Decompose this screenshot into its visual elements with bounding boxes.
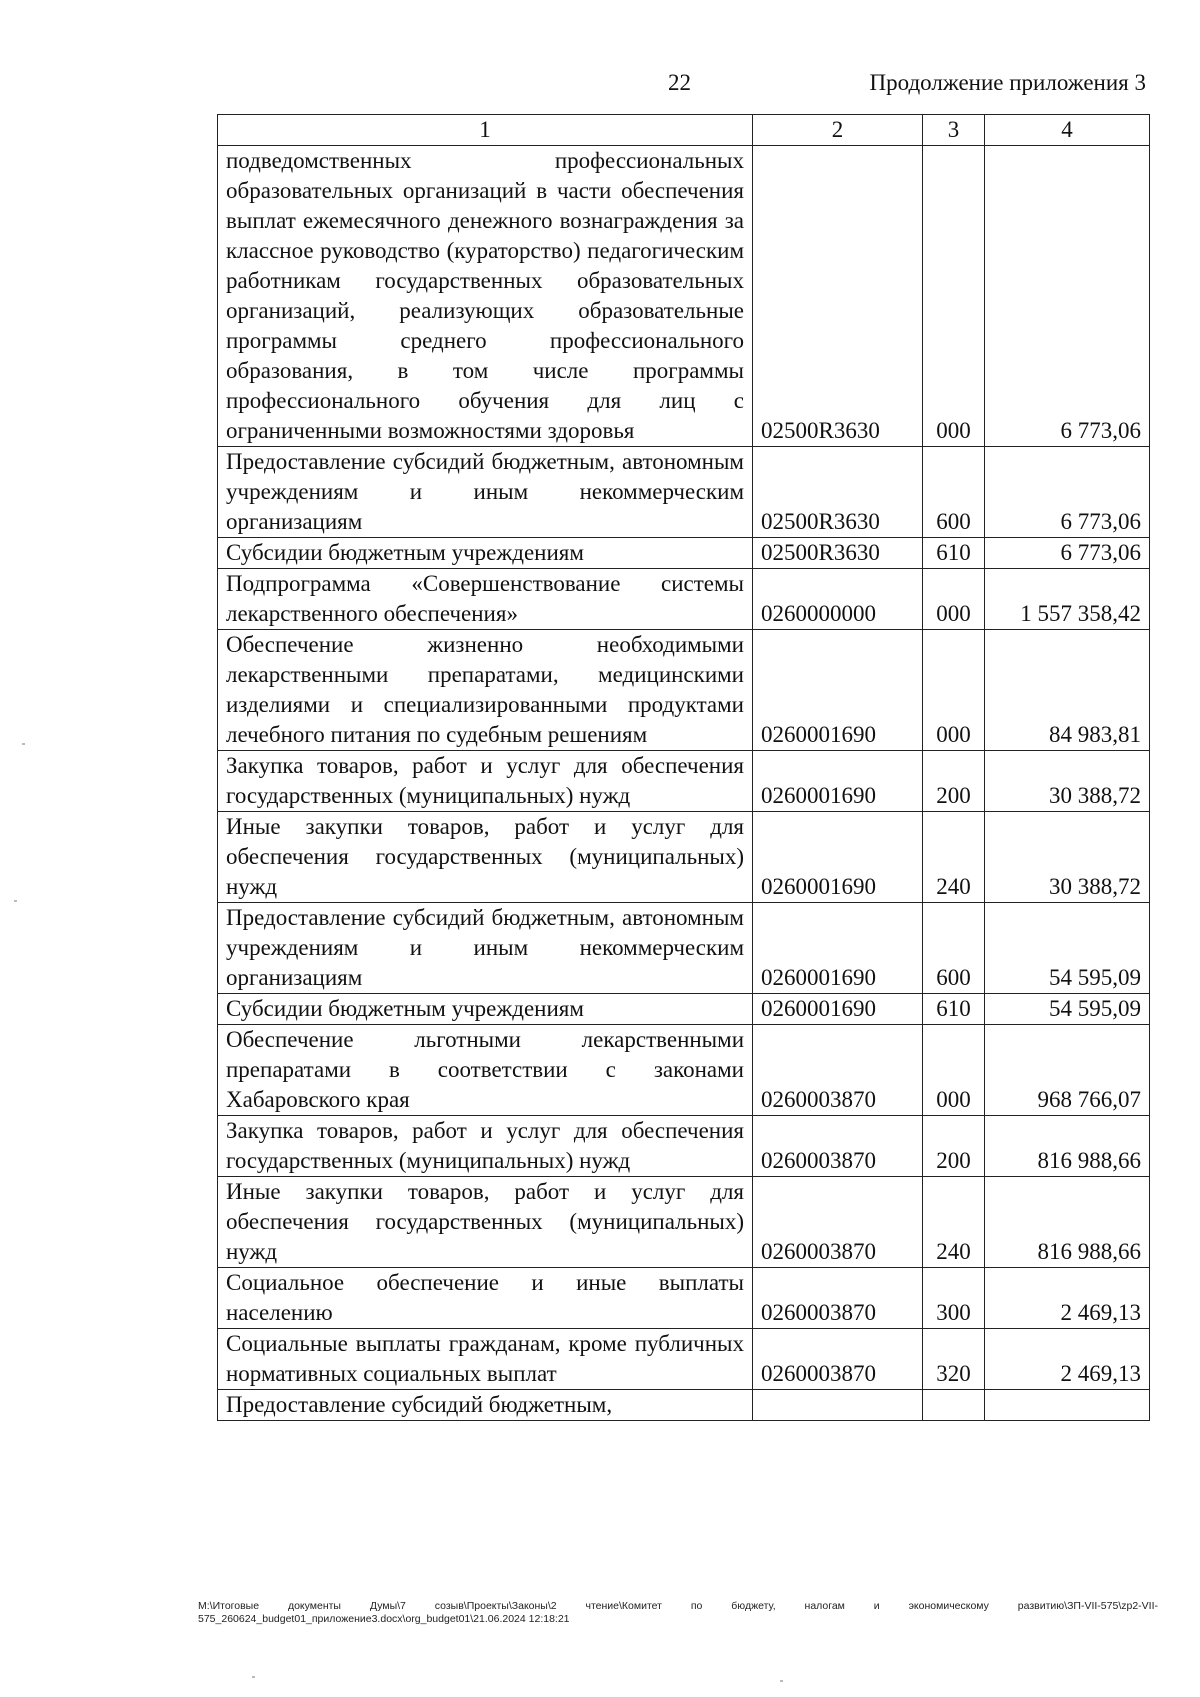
- row-code-cell: 0260001690: [753, 751, 923, 812]
- row-name-cell: Иные закупки товаров, работ и услуг для обеспечения государственных (муниципальных) нужд: [218, 812, 753, 903]
- row-amount-cell: 30 388,72: [985, 812, 1150, 903]
- row-amount-cell: 816 988,66: [985, 1116, 1150, 1177]
- page-number: 22: [668, 70, 691, 95]
- row-code-cell: 0260001690: [753, 630, 923, 751]
- column-header: 1: [218, 115, 753, 146]
- continuation-caption: Продолжение приложения 3: [869, 70, 1146, 95]
- row-amount-cell: 6 773,06: [985, 146, 1150, 447]
- row-code-cell: 0260003870: [753, 1116, 923, 1177]
- row-name-cell: Предоставление субсидий бюджетным, автономным учреждениям и иным некоммерческим организациям: [218, 903, 753, 994]
- row-code-cell: 0260001690: [753, 903, 923, 994]
- row-name-cell: Закупка товаров, работ и услуг для обеспечения государственных (муниципальных) нужд: [218, 1116, 753, 1177]
- row-code-cell: 0260001690: [753, 812, 923, 903]
- table-row: [218, 1390, 1150, 1421]
- row-kind-cell: 600: [923, 447, 985, 538]
- row-kind-cell: 000: [923, 146, 985, 447]
- file-path-footer: M:\Итоговые документы Думы\7 созыв\Проекты\Законы\2 чтение\Комитет по бюджету, налогам и экономическому развитию\ЗП-VII-575\zp2-VII-575_260624_budget01_приложение3.docx\org_budget01\21.06.2024 12:18:21: [198, 1600, 1158, 1625]
- row-name-cell: Субсидии бюджетным учреждениям: [218, 538, 753, 569]
- table-row: [218, 1116, 1150, 1177]
- row-name-cell: Подпрограмма «Совершенствование системы лекарственного обеспечения»: [218, 569, 753, 630]
- row-code-cell: 0260000000: [753, 569, 923, 630]
- row-code-cell: 0260003870: [753, 1329, 923, 1390]
- table-row: [218, 538, 1150, 569]
- table-row: [218, 1177, 1150, 1268]
- row-name-cell: Социальные выплаты гражданам, кроме публичных нормативных социальных выплат: [218, 1329, 753, 1390]
- row-amount-cell: [985, 1390, 1150, 1421]
- budget-table: [217, 114, 1150, 1421]
- scan-speck: [22, 743, 25, 745]
- row-amount-cell: 816 988,66: [985, 1177, 1150, 1268]
- row-kind-cell: 240: [923, 812, 985, 903]
- row-amount-cell: 54 595,09: [985, 903, 1150, 994]
- row-kind-cell: 300: [923, 1268, 985, 1329]
- column-header: 2: [753, 115, 923, 146]
- table-row: [218, 1268, 1150, 1329]
- row-kind-cell: 610: [923, 994, 985, 1025]
- row-code-cell: 02500R3630: [753, 538, 923, 569]
- table-row: [218, 812, 1150, 903]
- table-row: [218, 994, 1150, 1025]
- column-header: 4: [985, 115, 1150, 146]
- table-row: [218, 146, 1150, 447]
- row-name-cell: Субсидии бюджетным учреждениям: [218, 994, 753, 1025]
- table-header-row: [218, 115, 1150, 146]
- table-row: [218, 447, 1150, 538]
- row-amount-cell: 30 388,72: [985, 751, 1150, 812]
- table-row: [218, 1025, 1150, 1116]
- row-amount-cell: 1 557 358,42: [985, 569, 1150, 630]
- row-name-cell: Иные закупки товаров, работ и услуг для обеспечения государственных (муниципальных) нужд: [218, 1177, 753, 1268]
- row-amount-cell: 54 595,09: [985, 994, 1150, 1025]
- row-code-cell: 0260003870: [753, 1268, 923, 1329]
- row-code-cell: [753, 1390, 923, 1421]
- row-kind-cell: 200: [923, 751, 985, 812]
- scan-speck: [780, 1680, 783, 1682]
- row-kind-cell: 000: [923, 1025, 985, 1116]
- row-amount-cell: 2 469,13: [985, 1329, 1150, 1390]
- row-code-cell: 0260003870: [753, 1025, 923, 1116]
- row-name-cell: Обеспечение льготными лекарственными препаратами в соответствии с законами Хабаровского края: [218, 1025, 753, 1116]
- table-row: [218, 569, 1150, 630]
- scan-speck: [14, 900, 17, 902]
- table-row: [218, 1329, 1150, 1390]
- row-code-cell: 0260001690: [753, 994, 923, 1025]
- table-row: [218, 903, 1150, 994]
- row-name-cell: Социальное обеспечение и иные выплаты населению: [218, 1268, 753, 1329]
- row-kind-cell: 240: [923, 1177, 985, 1268]
- row-code-cell: 02500R3630: [753, 146, 923, 447]
- row-kind-cell: 200: [923, 1116, 985, 1177]
- row-code-cell: 0260003870: [753, 1177, 923, 1268]
- row-name-cell: подведомственных профессиональных образовательных организаций в части обеспечения выплат ежемесячного денежного вознаграждения за классное руководство (кураторство) педагогическим работникам государственных образовательных организаций, реализующих образовательные программы среднего профессионального образования, в том числе программы профессионального обучения для лиц с ограниченными возможностями здоровья: [218, 146, 753, 447]
- column-header: 3: [923, 115, 985, 146]
- row-kind-cell: 000: [923, 569, 985, 630]
- scan-speck: [252, 1676, 255, 1678]
- row-name-cell: Закупка товаров, работ и услуг для обеспечения государственных (муниципальных) нужд: [218, 751, 753, 812]
- row-amount-cell: 6 773,06: [985, 538, 1150, 569]
- row-kind-cell: [923, 1390, 985, 1421]
- row-amount-cell: 84 983,81: [985, 630, 1150, 751]
- table-row: [218, 630, 1150, 751]
- row-name-cell: Обеспечение жизненно необходимыми лекарственными препаратами, медицинскими изделиями и специализированными продуктами лечебного питания по судебным решениям: [218, 630, 753, 751]
- row-kind-cell: 610: [923, 538, 985, 569]
- row-amount-cell: 2 469,13: [985, 1268, 1150, 1329]
- row-kind-cell: 320: [923, 1329, 985, 1390]
- row-name-cell: Предоставление субсидий бюджетным, автономным учреждениям и иным некоммерческим организациям: [218, 447, 753, 538]
- row-code-cell: 02500R3630: [753, 447, 923, 538]
- table-row: [218, 751, 1150, 812]
- row-amount-cell: 968 766,07: [985, 1025, 1150, 1116]
- row-name-cell: Предоставление субсидий бюджетным,: [218, 1390, 753, 1421]
- row-kind-cell: 600: [923, 903, 985, 994]
- row-amount-cell: 6 773,06: [985, 447, 1150, 538]
- row-kind-cell: 000: [923, 630, 985, 751]
